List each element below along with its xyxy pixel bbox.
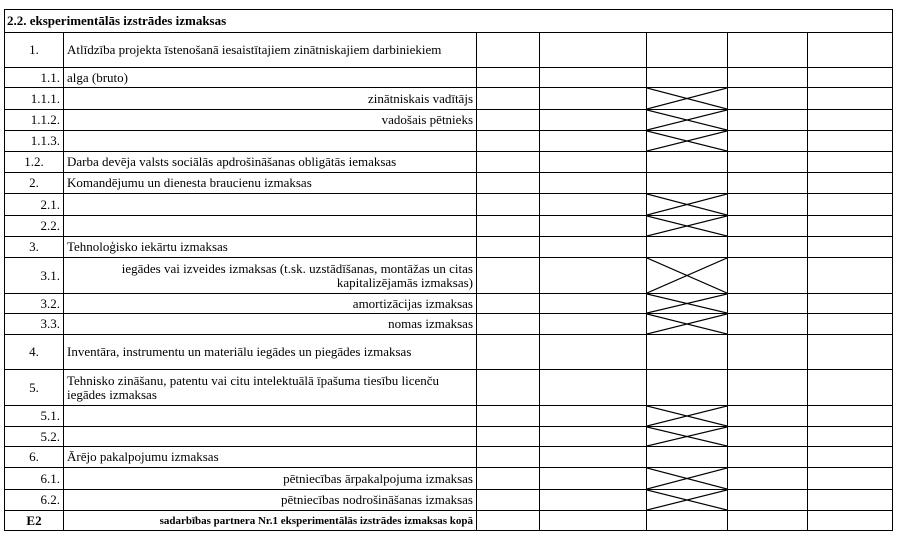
value-cell bbox=[647, 152, 728, 173]
value-cell bbox=[647, 447, 728, 468]
value-cell bbox=[647, 33, 728, 68]
value-cell bbox=[728, 237, 808, 258]
value-cell bbox=[808, 294, 893, 314]
row-number: 5. bbox=[5, 370, 64, 406]
value-cell bbox=[728, 131, 808, 152]
value-cell bbox=[477, 468, 540, 490]
crossed-out-cell bbox=[647, 490, 728, 511]
table-row bbox=[5, 194, 893, 216]
value-cell bbox=[728, 370, 808, 406]
value-cell bbox=[808, 468, 893, 490]
row-description: Komandējumu un dienesta braucienu izmaksas bbox=[64, 173, 477, 194]
table-row bbox=[5, 447, 893, 468]
row-description bbox=[64, 216, 477, 237]
cross-mark-icon bbox=[647, 216, 727, 236]
value-cell bbox=[477, 152, 540, 173]
value-cell bbox=[808, 194, 893, 216]
value-cell bbox=[540, 88, 647, 110]
value-cell bbox=[477, 237, 540, 258]
row-number: 6.2. bbox=[5, 490, 64, 511]
row-number: 2.1. bbox=[5, 194, 64, 216]
row-number: 1.1. bbox=[5, 68, 64, 88]
total-label: sadarbības partnera Nr.1 eksperimentālās izstrādes izmaksas kopā bbox=[64, 511, 477, 531]
table-row bbox=[5, 131, 893, 152]
value-cell bbox=[728, 447, 808, 468]
value-cell bbox=[540, 314, 647, 335]
cross-mark-icon bbox=[647, 490, 727, 510]
value-cell bbox=[728, 335, 808, 370]
row-description: Ārējo pakalpojumu izmaksas bbox=[64, 447, 477, 468]
value-cell bbox=[540, 427, 647, 447]
value-cell bbox=[808, 335, 893, 370]
cross-mark-icon bbox=[647, 88, 727, 109]
crossed-out-cell bbox=[647, 88, 728, 110]
value-cell bbox=[477, 427, 540, 447]
value-cell bbox=[808, 427, 893, 447]
value-cell bbox=[477, 131, 540, 152]
value-cell bbox=[477, 447, 540, 468]
value-cell bbox=[477, 370, 540, 406]
value-cell bbox=[808, 490, 893, 511]
row-number: 6.1. bbox=[5, 468, 64, 490]
row-number: 3. bbox=[5, 237, 64, 258]
row-number: 1.1.2. bbox=[5, 110, 64, 131]
value-cell bbox=[728, 194, 808, 216]
cross-mark-icon bbox=[647, 314, 727, 334]
value-cell bbox=[477, 294, 540, 314]
value-cell bbox=[728, 406, 808, 427]
value-cell bbox=[808, 216, 893, 237]
cross-mark-icon bbox=[647, 406, 727, 426]
crossed-out-cell bbox=[647, 110, 728, 131]
value-cell bbox=[647, 68, 728, 88]
value-cell bbox=[540, 370, 647, 406]
value-cell bbox=[477, 314, 540, 335]
row-description: Tehnoloģisko iekārtu izmaksas bbox=[64, 237, 477, 258]
table-row bbox=[5, 490, 893, 511]
total-value-cell bbox=[647, 511, 728, 531]
value-cell bbox=[728, 152, 808, 173]
cross-mark-icon bbox=[647, 194, 727, 215]
crossed-out-cell bbox=[647, 468, 728, 490]
row-number: 3.3. bbox=[5, 314, 64, 335]
row-description: Darba devēja valsts sociālās apdrošināšanas obligātās iemaksas bbox=[64, 152, 477, 173]
table-row bbox=[5, 173, 893, 194]
value-cell bbox=[477, 33, 540, 68]
cross-mark-icon bbox=[647, 258, 727, 293]
row-number: 1.1.3. bbox=[5, 131, 64, 152]
value-cell bbox=[728, 88, 808, 110]
crossed-out-cell bbox=[647, 194, 728, 216]
cross-mark-icon bbox=[647, 294, 727, 313]
value-cell bbox=[540, 152, 647, 173]
value-cell bbox=[808, 33, 893, 68]
value-cell bbox=[540, 216, 647, 237]
value-cell bbox=[477, 335, 540, 370]
table-row bbox=[5, 216, 893, 237]
value-cell bbox=[477, 258, 540, 294]
row-description bbox=[64, 194, 477, 216]
table-row bbox=[5, 258, 893, 294]
row-number: 5.2. bbox=[5, 427, 64, 447]
value-cell bbox=[540, 335, 647, 370]
value-cell bbox=[540, 194, 647, 216]
value-cell bbox=[728, 216, 808, 237]
value-cell bbox=[728, 468, 808, 490]
table-row bbox=[5, 468, 893, 490]
value-cell bbox=[477, 490, 540, 511]
cross-mark-icon bbox=[647, 427, 727, 446]
table-row bbox=[5, 427, 893, 447]
row-description: vadošais pētnieks bbox=[64, 110, 477, 131]
cross-mark-icon bbox=[647, 131, 727, 151]
value-cell bbox=[808, 314, 893, 335]
total-value-cell bbox=[477, 511, 540, 531]
table-row bbox=[5, 88, 893, 110]
value-cell bbox=[540, 468, 647, 490]
section-header-row bbox=[5, 10, 893, 33]
value-cell bbox=[647, 370, 728, 406]
total-code: E2 bbox=[5, 511, 64, 531]
table-row bbox=[5, 33, 893, 68]
total-value-cell bbox=[728, 511, 808, 531]
value-cell bbox=[808, 88, 893, 110]
value-cell bbox=[647, 335, 728, 370]
value-cell bbox=[728, 314, 808, 335]
table-row bbox=[5, 152, 893, 173]
row-number: 2.2. bbox=[5, 216, 64, 237]
value-cell bbox=[477, 194, 540, 216]
row-number: 3.1. bbox=[5, 258, 64, 294]
crossed-out-cell bbox=[647, 258, 728, 294]
table-row bbox=[5, 294, 893, 314]
table-row bbox=[5, 237, 893, 258]
value-cell bbox=[728, 173, 808, 194]
row-number: 1.2. bbox=[5, 152, 64, 173]
value-cell bbox=[540, 68, 647, 88]
value-cell bbox=[540, 258, 647, 294]
crossed-out-cell bbox=[647, 216, 728, 237]
value-cell bbox=[647, 173, 728, 194]
value-cell bbox=[477, 110, 540, 131]
value-cell bbox=[540, 294, 647, 314]
table-row bbox=[5, 370, 893, 406]
row-description: pētniecības nodrošināšanas izmaksas bbox=[64, 490, 477, 511]
table-row bbox=[5, 68, 893, 88]
table-row bbox=[5, 406, 893, 427]
value-cell bbox=[477, 216, 540, 237]
table-row bbox=[5, 110, 893, 131]
value-cell bbox=[728, 427, 808, 447]
row-description: iegādes vai izveides izmaksas (t.sk. uzstādīšanas, montāžas un citas kapitalizējamās izmaksas) bbox=[64, 258, 477, 294]
value-cell bbox=[808, 68, 893, 88]
value-cell bbox=[647, 237, 728, 258]
value-cell bbox=[808, 152, 893, 173]
budget-sheet bbox=[4, 9, 893, 531]
value-cell bbox=[808, 406, 893, 427]
row-description: Tehnisko zināšanu, patentu vai citu intelektuālā īpašuma tiesību licenču iegādes izmaksas bbox=[64, 370, 477, 406]
value-cell bbox=[808, 447, 893, 468]
total-value-cell bbox=[808, 511, 893, 531]
row-description bbox=[64, 131, 477, 152]
row-description: nomas izmaksas bbox=[64, 314, 477, 335]
value-cell bbox=[808, 258, 893, 294]
total-row bbox=[5, 511, 893, 531]
value-cell bbox=[808, 237, 893, 258]
section-title: 2.2. eksperimentālās izstrādes izmaksas bbox=[5, 10, 893, 33]
value-cell bbox=[540, 131, 647, 152]
value-cell bbox=[540, 490, 647, 511]
row-number: 2. bbox=[5, 173, 64, 194]
value-cell bbox=[728, 258, 808, 294]
value-cell bbox=[728, 68, 808, 88]
value-cell bbox=[477, 406, 540, 427]
crossed-out-cell bbox=[647, 314, 728, 335]
value-cell bbox=[808, 131, 893, 152]
row-description: zinātniskais vadītājs bbox=[64, 88, 477, 110]
row-description: Atlīdzība projekta īstenošanā iesaistītajiem zinātniskajiem darbiniekiem bbox=[64, 33, 477, 68]
crossed-out-cell bbox=[647, 406, 728, 427]
row-number: 6. bbox=[5, 447, 64, 468]
row-description bbox=[64, 427, 477, 447]
value-cell bbox=[477, 88, 540, 110]
crossed-out-cell bbox=[647, 294, 728, 314]
value-cell bbox=[540, 237, 647, 258]
value-cell bbox=[808, 110, 893, 131]
cross-mark-icon bbox=[647, 110, 727, 130]
value-cell bbox=[808, 173, 893, 194]
row-description: Inventāra, instrumentu un materiālu iegādes un piegādes izmaksas bbox=[64, 335, 477, 370]
total-value-cell bbox=[540, 511, 647, 531]
table-row bbox=[5, 335, 893, 370]
value-cell bbox=[477, 173, 540, 194]
value-cell bbox=[728, 490, 808, 511]
cost-table bbox=[4, 9, 893, 531]
row-description: amortizācijas izmaksas bbox=[64, 294, 477, 314]
value-cell bbox=[540, 406, 647, 427]
row-number: 1.1.1. bbox=[5, 88, 64, 110]
row-description: pētniecības ārpakalpojuma izmaksas bbox=[64, 468, 477, 490]
crossed-out-cell bbox=[647, 427, 728, 447]
value-cell bbox=[728, 294, 808, 314]
value-cell bbox=[540, 173, 647, 194]
value-cell bbox=[540, 33, 647, 68]
value-cell bbox=[540, 447, 647, 468]
value-cell bbox=[728, 33, 808, 68]
value-cell bbox=[540, 110, 647, 131]
cross-mark-icon bbox=[647, 468, 727, 489]
row-number: 1. bbox=[5, 33, 64, 68]
crossed-out-cell bbox=[647, 131, 728, 152]
table-row bbox=[5, 314, 893, 335]
row-description bbox=[64, 406, 477, 427]
row-description: alga (bruto) bbox=[64, 68, 477, 88]
row-number: 3.2. bbox=[5, 294, 64, 314]
value-cell bbox=[808, 370, 893, 406]
row-number: 5.1. bbox=[5, 406, 64, 427]
value-cell bbox=[477, 68, 540, 88]
value-cell bbox=[728, 110, 808, 131]
row-number: 4. bbox=[5, 335, 64, 370]
